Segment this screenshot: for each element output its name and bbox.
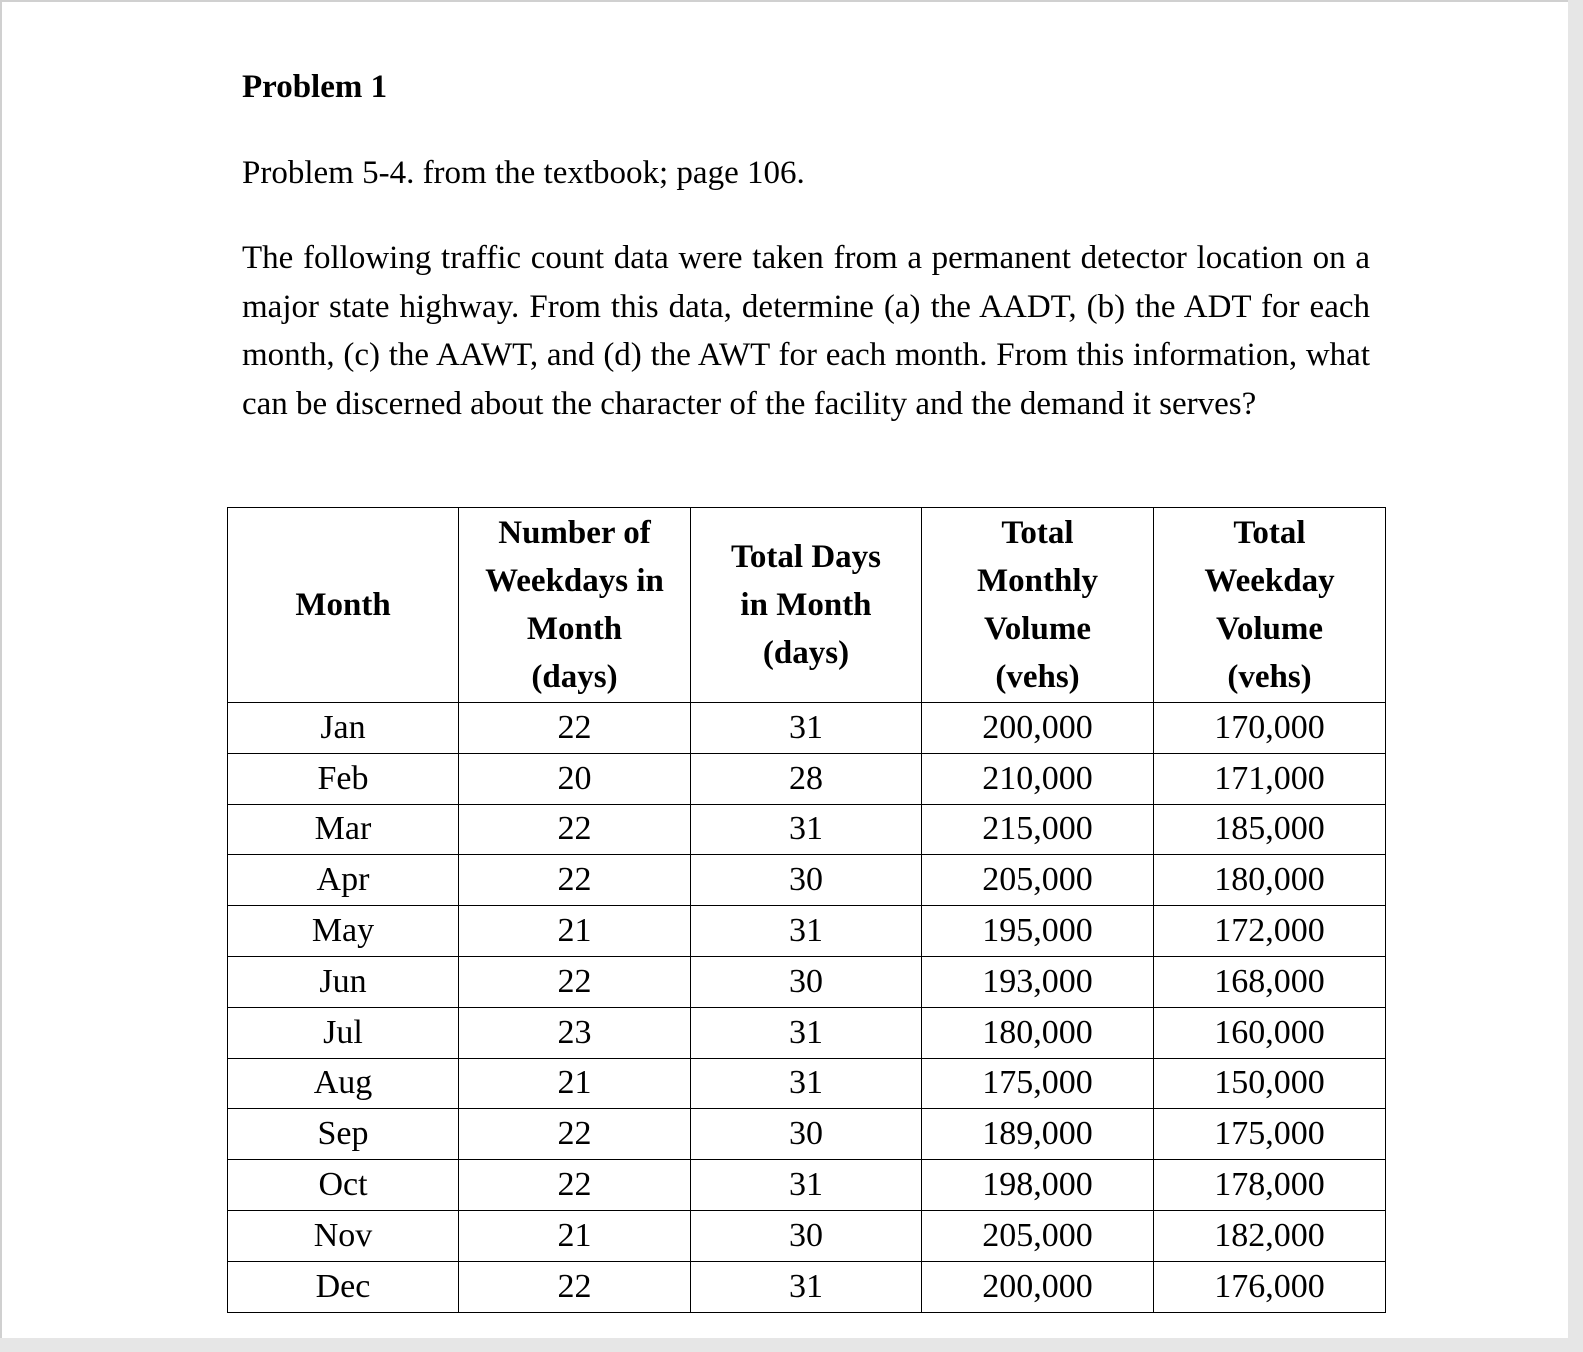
cell-month: Jun [228,956,459,1007]
cell-month: Sep [228,1109,459,1160]
table-row [228,1058,1386,1109]
table-row [228,855,1386,906]
cell-weekday-volume: 185,000 [1154,804,1386,855]
cell-total-days: 31 [691,906,922,957]
cell-weekday-volume: 150,000 [1154,1058,1386,1109]
cell-monthly-volume: 205,000 [922,855,1154,906]
cell-total-days: 31 [691,703,922,754]
cell-total-days: 30 [691,1210,922,1261]
cell-monthly-volume: 180,000 [922,1007,1154,1058]
cell-weekdays: 23 [459,1007,691,1058]
cell-month: Nov [228,1210,459,1261]
table-row [228,906,1386,957]
cell-month: Jan [228,703,459,754]
cell-weekdays: 21 [459,1058,691,1109]
cell-total-days: 31 [691,804,922,855]
cell-total-days: 31 [691,1058,922,1109]
cell-month: Mar [228,804,459,855]
header-weekdays: Number of Weekdays in Month (days) [459,508,691,703]
cell-weekday-volume: 170,000 [1154,703,1386,754]
cell-month: Jul [228,1007,459,1058]
cell-weekday-volume: 178,000 [1154,1160,1386,1211]
cell-monthly-volume: 193,000 [922,956,1154,1007]
cell-month: Feb [228,753,459,804]
cell-weekdays: 22 [459,1261,691,1312]
cell-weekdays: 20 [459,753,691,804]
table-row [228,956,1386,1007]
cell-weekdays: 22 [459,703,691,754]
problem-prompt: The following traffic count data were taken from a permanent detector location on a major state highway. From this data, determine (a) the AADT, (b) the ADT for each month, (c) the AAWT, and (d) the AWT for each month. From this information, what can be discerned about the character of the facility and the demand it serves? [242,240,1370,422]
cell-monthly-volume: 210,000 [922,753,1154,804]
cell-total-days: 28 [691,753,922,804]
table-body [228,703,1386,1313]
header-month: Month [228,508,459,703]
cell-monthly-volume: 175,000 [922,1058,1154,1109]
cell-weekday-volume: 176,000 [1154,1261,1386,1312]
cell-weekdays: 22 [459,804,691,855]
table-row [228,703,1386,754]
table-row [228,753,1386,804]
cell-weekdays: 22 [459,1109,691,1160]
cell-weekdays: 21 [459,1210,691,1261]
cell-weekday-volume: 180,000 [1154,855,1386,906]
table-row [228,1160,1386,1211]
cell-monthly-volume: 215,000 [922,804,1154,855]
table-row [228,1210,1386,1261]
header-weekday-volume: Total Weekday Volume (vehs) [1154,508,1386,703]
cell-total-days: 31 [691,1160,922,1211]
cell-total-days: 30 [691,956,922,1007]
cell-total-days: 30 [691,1109,922,1160]
cell-monthly-volume: 198,000 [922,1160,1154,1211]
cell-weekday-volume: 171,000 [1154,753,1386,804]
table-row [228,1007,1386,1058]
cell-weekday-volume: 172,000 [1154,906,1386,957]
table-row [228,804,1386,855]
cell-weekdays: 22 [459,855,691,906]
table-row [228,1109,1386,1160]
table-row [228,1261,1386,1312]
textbook-reference: Problem 5-4. from the textbook; page 106. [242,155,805,191]
cell-weekday-volume: 175,000 [1154,1109,1386,1160]
cell-total-days: 31 [691,1007,922,1058]
cell-weekday-volume: 168,000 [1154,956,1386,1007]
traffic-count-table [227,507,1386,1313]
cell-weekdays: 22 [459,956,691,1007]
cell-weekdays: 22 [459,1160,691,1211]
cell-monthly-volume: 195,000 [922,906,1154,957]
table-header-row [228,508,1386,703]
header-monthly-volume: Total Monthly Volume (vehs) [922,508,1154,703]
cell-month: Dec [228,1261,459,1312]
cell-total-days: 31 [691,1261,922,1312]
cell-weekday-volume: 160,000 [1154,1007,1386,1058]
cell-month: Aug [228,1058,459,1109]
cell-monthly-volume: 200,000 [922,703,1154,754]
cell-weekdays: 21 [459,906,691,957]
cell-weekday-volume: 182,000 [1154,1210,1386,1261]
header-total-days: Total Days in Month (days) [691,508,922,703]
cell-month: Apr [228,855,459,906]
cell-monthly-volume: 205,000 [922,1210,1154,1261]
cell-month: Oct [228,1160,459,1211]
problem-heading: Problem 1 [242,69,388,105]
cell-month: May [228,906,459,957]
cell-monthly-volume: 200,000 [922,1261,1154,1312]
cell-monthly-volume: 189,000 [922,1109,1154,1160]
cell-total-days: 30 [691,855,922,906]
